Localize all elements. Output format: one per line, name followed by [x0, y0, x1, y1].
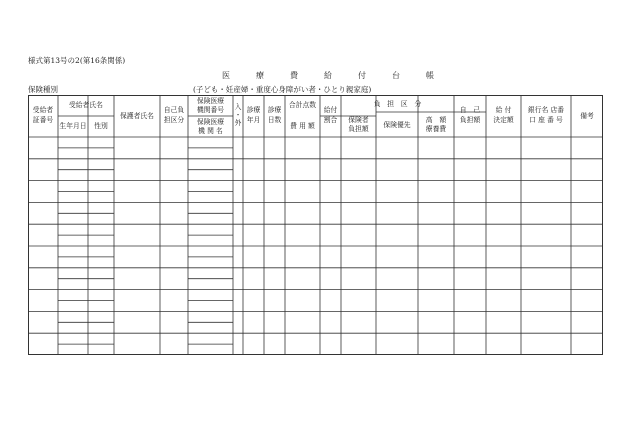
header-high-cost: 高 額 [425, 116, 447, 124]
header-self-burden: 自 己 [459, 106, 481, 114]
header-insured-burden: 負担額 [348, 125, 369, 133]
header-high-cost: 療養費 [425, 125, 447, 133]
header-insured-burden: 保険者 [348, 116, 369, 124]
header-institution-name: 機 関 名 [198, 127, 223, 135]
header-guardian-name: 保護者氏名 [120, 112, 154, 120]
table-frame [29, 96, 603, 355]
title-char: 療 [256, 71, 264, 80]
header-treatment-days: 日数 [267, 116, 282, 124]
header-treatment-month: 診療 [246, 106, 261, 114]
header-treatment-month: 年月 [246, 116, 261, 124]
header-remarks: 備考 [580, 112, 594, 120]
header-birth-date: 生年月日 [59, 122, 87, 130]
header-in-out: ・ [234, 111, 242, 119]
ledger-title [222, 72, 434, 80]
header-institution-name: 保険医療 [196, 118, 225, 126]
header-burden-category: 負 担 区 分 [373, 100, 422, 108]
header-institution-no: 保険医療 [196, 97, 225, 105]
header-recipient-name: 受給者氏名 [69, 101, 103, 109]
header-sex: 性別 [94, 122, 108, 130]
header-self-pay-category: 自己負 [163, 106, 185, 114]
header-benefit-amount: 決定額 [493, 116, 514, 124]
header-institution-no: 機関番号 [196, 106, 225, 114]
header-treatment-days: 診療 [267, 106, 282, 114]
header-bank-account: 口 座 番 号 [529, 116, 563, 124]
header-benefit-ratio: 割合 [323, 116, 338, 124]
ledger-subtitle: (子ども・妊産婦・重度心身障がい者・ひとり親家庭) [193, 85, 372, 94]
header-self-burden: 負担額 [459, 116, 481, 124]
form-number: 様式第13号の2(第16条関係) [28, 56, 126, 65]
header-recipient-cert-no: 受給者 [32, 106, 54, 114]
title-char: 給 [324, 71, 332, 80]
title-char: 医 [222, 71, 230, 80]
insurance-type-label: 保険種別 [28, 86, 118, 96]
header-bank-account: 銀行名 店番 [527, 106, 565, 114]
title-char: 帳 [426, 71, 434, 80]
header-self-pay-category: 担区分 [163, 116, 185, 124]
ledger-table [28, 95, 603, 355]
header-recipient-cert-no: 証番号 [32, 116, 54, 124]
header-total-points: 合計点数 [288, 101, 317, 109]
title-char: 費 [290, 71, 298, 80]
header-in-out: 入 [234, 103, 242, 111]
header-insurance-priority: 保険優先 [383, 121, 411, 129]
header-benefit-ratio: 給付 [323, 106, 338, 114]
header-in-out: 外 [234, 119, 242, 127]
title-char: 台 [392, 71, 400, 80]
header-medical-cost: 費 用 額 [290, 122, 315, 130]
header-benefit-amount: 給 付 [495, 106, 512, 114]
title-char: 付 [358, 71, 366, 80]
